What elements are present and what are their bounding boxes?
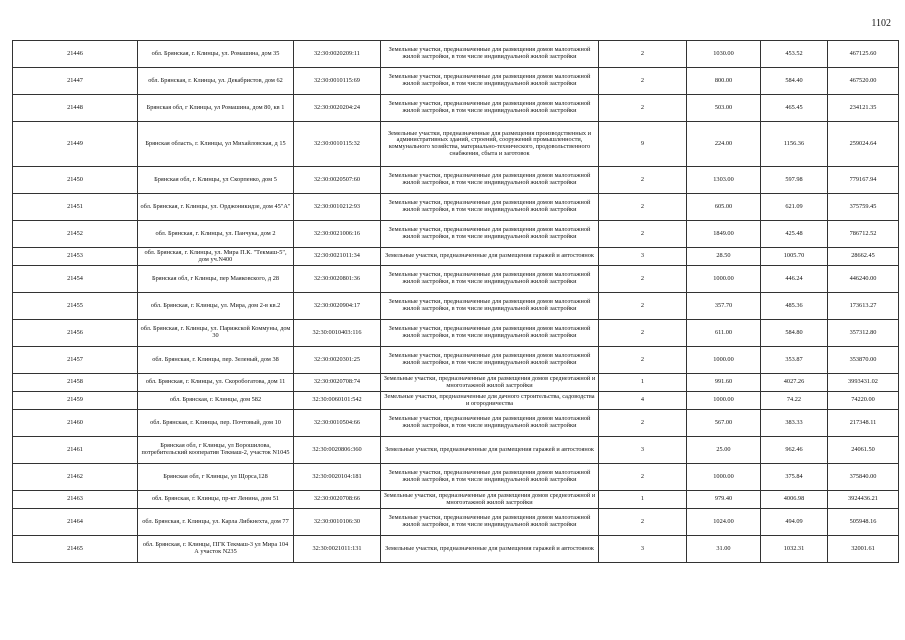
cadastral-number-cell: 32:30:0010115:32 <box>294 122 381 167</box>
land-use-cell: Земельные участки, предназначенные для размещения производственных и административных зданий, строений, сооружений промышленности, коммунального хозяйства, материально-технического, продовольственного снабжения, сбыта и заготовок <box>381 122 599 167</box>
row-number-cell: 21451 <box>13 194 138 221</box>
address-cell: обл. Брянская, г. Клинцы, ул. Декабристов, дом 62 <box>138 68 294 95</box>
cadastral-value-cell: 467125.60 <box>828 41 899 68</box>
land-use-cell: Земельные участки, предназначенные для дачного строительства, садоводства и огородничества <box>381 392 599 410</box>
cadastral-number-cell: 32:30:0010106:30 <box>294 509 381 536</box>
specific-value-cell: 962.46 <box>761 437 828 464</box>
address-cell: обл. Брянская, г. Клинцы, дом 582 <box>138 392 294 410</box>
cadastral-number-cell: 32:30:0020507:60 <box>294 167 381 194</box>
specific-value-cell: 584.80 <box>761 320 828 347</box>
cadastral-number-cell: 32:30:0021011:34 <box>294 248 381 266</box>
specific-value-cell: 74.22 <box>761 392 828 410</box>
cadastral-number-cell: 32:30:0010504:66 <box>294 410 381 437</box>
area-cell: 605.00 <box>687 194 761 221</box>
land-use-cell: Земельные участки, предназначенные для размещения домов среднеэтажной и многоэтажной жилой застройки <box>381 374 599 392</box>
table-row <box>13 392 899 410</box>
cadastral-value-cell: 375759.45 <box>828 194 899 221</box>
row-number-cell: 21464 <box>13 509 138 536</box>
group-code-cell: 2 <box>599 266 687 293</box>
land-use-cell: Земельные участки, предназначенные для размещения домов малоэтажной жилой застройки, в том числе индивидуальной жилой застройки <box>381 167 599 194</box>
cadastral-value-cell: 446240.00 <box>828 266 899 293</box>
area-cell: 1000.00 <box>687 347 761 374</box>
row-number-cell: 21457 <box>13 347 138 374</box>
land-use-cell: Земельные участки, предназначенные для размещения домов среднеэтажной и многоэтажной жилой застройки <box>381 491 599 509</box>
address-cell: Брянская обл, г. Клинцы, ул Скорпенко, дом 5 <box>138 167 294 194</box>
table-body <box>13 41 899 563</box>
row-number-cell: 21450 <box>13 167 138 194</box>
land-use-cell: Земельные участки, предназначенные для размещения домов малоэтажной жилой застройки, в том числе индивидуальной жилой застройки <box>381 41 599 68</box>
cadastral-value-cell: 28662.45 <box>828 248 899 266</box>
land-use-cell: Земельные участки, предназначенные для размещения гаражей и автостоянок <box>381 536 599 563</box>
table-row <box>13 536 899 563</box>
group-code-cell: 2 <box>599 320 687 347</box>
group-code-cell: 2 <box>599 293 687 320</box>
land-use-cell: Земельные участки, предназначенные для размещения домов малоэтажной жилой застройки, в том числе индивидуальной жилой застройки <box>381 410 599 437</box>
group-code-cell: 3 <box>599 437 687 464</box>
table-row <box>13 167 899 194</box>
cadastral-number-cell: 32:30:0010212:93 <box>294 194 381 221</box>
cadastral-value-cell: 779167.94 <box>828 167 899 194</box>
specific-value-cell: 4027.26 <box>761 374 828 392</box>
cadastral-value-cell: 3993431.02 <box>828 374 899 392</box>
specific-value-cell: 383.33 <box>761 410 828 437</box>
group-code-cell: 2 <box>599 41 687 68</box>
specific-value-cell: 1156.36 <box>761 122 828 167</box>
area-cell: 1030.00 <box>687 41 761 68</box>
cadastral-number-cell: 32:30:0020104:181 <box>294 464 381 491</box>
area-cell: 28.50 <box>687 248 761 266</box>
group-code-cell: 2 <box>599 221 687 248</box>
specific-value-cell: 494.09 <box>761 509 828 536</box>
group-code-cell: 9 <box>599 122 687 167</box>
specific-value-cell: 453.52 <box>761 41 828 68</box>
address-cell: обл. Брянская, г. Клинцы, ул. Скоробогатова, дом 11 <box>138 374 294 392</box>
address-cell: Брянская обл, г Клинцы, пер Маяковского, д 28 <box>138 266 294 293</box>
group-code-cell: 3 <box>599 248 687 266</box>
specific-value-cell: 353.87 <box>761 347 828 374</box>
area-cell: 1303.00 <box>687 167 761 194</box>
cadastral-number-cell: 32:30:0020301:25 <box>294 347 381 374</box>
cadastral-value-cell: 24061.50 <box>828 437 899 464</box>
row-number-cell: 21463 <box>13 491 138 509</box>
address-cell: обл. Брянская, г. Клинцы, ул. Мира, дом 2-в кв.2 <box>138 293 294 320</box>
address-cell: обл. Брянская, г. Клинцы, ул. Орджоникидзе, дом 45"А" <box>138 194 294 221</box>
address-cell: Брянская обл, г Клинцы, ул Ромашина, дом 80, кв 1 <box>138 95 294 122</box>
table-row <box>13 122 899 167</box>
cadastral-value-cell: 32001.61 <box>828 536 899 563</box>
address-cell: обл. Брянская, г. Клинцы, пер. Почтовый, дом 10 <box>138 410 294 437</box>
cadastral-number-cell: 32:30:0010115:69 <box>294 68 381 95</box>
cadastral-number-cell: 32:30:0020806:360 <box>294 437 381 464</box>
row-number-cell: 21462 <box>13 464 138 491</box>
group-code-cell: 1 <box>599 491 687 509</box>
address-cell: Брянская область, г. Клинцы, ул Михайловская, д 15 <box>138 122 294 167</box>
cadastral-number-cell: 32:30:0020801:36 <box>294 266 381 293</box>
specific-value-cell: 1032.31 <box>761 536 828 563</box>
table-row <box>13 410 899 437</box>
address-cell: Брянская обл, г Клинцы, ул Щорса,128 <box>138 464 294 491</box>
cadastral-value-cell: 259024.64 <box>828 122 899 167</box>
area-cell: 800.00 <box>687 68 761 95</box>
address-cell: обл. Брянская, г. Клинцы, ул. Панчука, дом 2 <box>138 221 294 248</box>
row-number-cell: 21455 <box>13 293 138 320</box>
row-number-cell: 21454 <box>13 266 138 293</box>
land-use-cell: Земельные участки, предназначенные для размещения домов малоэтажной жилой застройки, в том числе индивидуальной жилой застройки <box>381 68 599 95</box>
cadastral-value-cell: 505948.16 <box>828 509 899 536</box>
table-row <box>13 347 899 374</box>
group-code-cell: 1 <box>599 374 687 392</box>
cadastral-number-cell: 32:30:0020708:74 <box>294 374 381 392</box>
row-number-cell: 21465 <box>13 536 138 563</box>
area-cell: 991.60 <box>687 374 761 392</box>
table-row <box>13 248 899 266</box>
cadastral-value-cell: 234121.35 <box>828 95 899 122</box>
group-code-cell: 2 <box>599 68 687 95</box>
cadastral-value-cell: 786712.52 <box>828 221 899 248</box>
cadastral-value-cell: 173613.27 <box>828 293 899 320</box>
land-use-cell: Земельные участки, предназначенные для размещения домов малоэтажной жилой застройки, в том числе индивидуальной жилой застройки <box>381 194 599 221</box>
row-number-cell: 21461 <box>13 437 138 464</box>
cadastral-value-cell: 375840.00 <box>828 464 899 491</box>
page-number: 1102 <box>871 18 891 29</box>
row-number-cell: 21453 <box>13 248 138 266</box>
row-number-cell: 21458 <box>13 374 138 392</box>
row-number-cell: 21447 <box>13 68 138 95</box>
land-use-cell: Земельные участки, предназначенные для размещения домов малоэтажной жилой застройки, в том числе индивидуальной жилой застройки <box>381 293 599 320</box>
table-row <box>13 95 899 122</box>
table-row <box>13 464 899 491</box>
cadastral-value-table <box>12 40 899 563</box>
cadastral-value-cell: 3924436.21 <box>828 491 899 509</box>
cadastral-number-cell: 32:30:0020204:24 <box>294 95 381 122</box>
address-cell: обл. Брянская, г. Клинцы, пер. Зеленый, дом 38 <box>138 347 294 374</box>
area-cell: 979.40 <box>687 491 761 509</box>
group-code-cell: 2 <box>599 464 687 491</box>
cadastral-number-cell: 32:30:0020209:11 <box>294 41 381 68</box>
area-cell: 224.00 <box>687 122 761 167</box>
table-row <box>13 374 899 392</box>
row-number-cell: 21460 <box>13 410 138 437</box>
row-number-cell: 21459 <box>13 392 138 410</box>
cadastral-value-cell: 357312.80 <box>828 320 899 347</box>
table-row <box>13 437 899 464</box>
table-row <box>13 320 899 347</box>
cadastral-value-cell: 217348.11 <box>828 410 899 437</box>
table-row <box>13 221 899 248</box>
land-use-cell: Земельные участки, предназначенные для размещения домов малоэтажной жилой застройки, в том числе индивидуальной жилой застройки <box>381 464 599 491</box>
cadastral-number-cell: 32:30:0020904:17 <box>294 293 381 320</box>
address-cell: обл. Брянская, г. Клинцы, ул. Карла Либкнехта, дом 77 <box>138 509 294 536</box>
cadastral-number-cell: 32:30:0020708:66 <box>294 491 381 509</box>
group-code-cell: 3 <box>599 536 687 563</box>
area-cell: 1000.00 <box>687 464 761 491</box>
address-cell: обл. Брянская, г. Клинцы, ул. Мира П.К. "Текмаш-5", дом уч.N400 <box>138 248 294 266</box>
specific-value-cell: 584.40 <box>761 68 828 95</box>
land-use-cell: Земельные участки, предназначенные для размещения домов малоэтажной жилой застройки, в том числе индивидуальной жилой застройки <box>381 95 599 122</box>
area-cell: 357.70 <box>687 293 761 320</box>
land-use-cell: Земельные участки, предназначенные для размещения домов малоэтажной жилой застройки, в том числе индивидуальной жилой застройки <box>381 266 599 293</box>
specific-value-cell: 425.48 <box>761 221 828 248</box>
area-cell: 25.00 <box>687 437 761 464</box>
specific-value-cell: 485.36 <box>761 293 828 320</box>
group-code-cell: 2 <box>599 347 687 374</box>
specific-value-cell: 446.24 <box>761 266 828 293</box>
cadastral-number-cell: 32:30:0021011:131 <box>294 536 381 563</box>
row-number-cell: 21449 <box>13 122 138 167</box>
specific-value-cell: 1005.70 <box>761 248 828 266</box>
area-cell: 1849.00 <box>687 221 761 248</box>
cadastral-value-cell: 74220.00 <box>828 392 899 410</box>
land-use-cell: Земельные участки, предназначенные для размещения домов малоэтажной жилой застройки, в том числе индивидуальной жилой застройки <box>381 347 599 374</box>
row-number-cell: 21456 <box>13 320 138 347</box>
row-number-cell: 21446 <box>13 41 138 68</box>
cadastral-value-cell: 353870.00 <box>828 347 899 374</box>
table-row <box>13 194 899 221</box>
land-use-cell: Земельные участки, предназначенные для размещения домов малоэтажной жилой застройки, в том числе индивидуальной жилой застройки <box>381 509 599 536</box>
area-cell: 1000.00 <box>687 392 761 410</box>
group-code-cell: 4 <box>599 392 687 410</box>
table-row <box>13 293 899 320</box>
group-code-cell: 2 <box>599 95 687 122</box>
address-cell: Брянская обл, г Клинцы, ул Ворошилова, потребительский кооператив Текмаш-2, участок N1045 <box>138 437 294 464</box>
table-row <box>13 491 899 509</box>
specific-value-cell: 465.45 <box>761 95 828 122</box>
row-number-cell: 21448 <box>13 95 138 122</box>
cadastral-number-cell: 32:30:0010403:116 <box>294 320 381 347</box>
area-cell: 1024.00 <box>687 509 761 536</box>
row-number-cell: 21452 <box>13 221 138 248</box>
table-row <box>13 509 899 536</box>
land-use-cell: Земельные участки, предназначенные для размещения домов малоэтажной жилой застройки, в том числе индивидуальной жилой застройки <box>381 320 599 347</box>
cadastral-number-cell: 32:30:0060101:542 <box>294 392 381 410</box>
address-cell: обл. Брянская, г. Клинцы, пр-кт Ленина, дом 51 <box>138 491 294 509</box>
area-cell: 611.00 <box>687 320 761 347</box>
group-code-cell: 2 <box>599 167 687 194</box>
group-code-cell: 2 <box>599 194 687 221</box>
group-code-cell: 2 <box>599 410 687 437</box>
area-cell: 567.00 <box>687 410 761 437</box>
land-use-cell: Земельные участки, предназначенные для размещения домов малоэтажной жилой застройки, в том числе индивидуальной жилой застройки <box>381 221 599 248</box>
specific-value-cell: 597.98 <box>761 167 828 194</box>
specific-value-cell: 375.84 <box>761 464 828 491</box>
area-cell: 31.00 <box>687 536 761 563</box>
area-cell: 1000.00 <box>687 266 761 293</box>
group-code-cell: 2 <box>599 509 687 536</box>
specific-value-cell: 4006.98 <box>761 491 828 509</box>
specific-value-cell: 621.09 <box>761 194 828 221</box>
cadastral-number-cell: 32:30:0021006:16 <box>294 221 381 248</box>
table-row <box>13 266 899 293</box>
table-row <box>13 68 899 95</box>
address-cell: обл. Брянская, г. Клинцы, ПГК Текмаш-3 ул Мира 104 А участок N235 <box>138 536 294 563</box>
address-cell: обл. Брянская, г. Клинцы, ул. Парижской Коммуны, дом 30 <box>138 320 294 347</box>
land-use-cell: Земельные участки, предназначенные для размещения гаражей и автостоянок <box>381 248 599 266</box>
cadastral-value-cell: 467520.00 <box>828 68 899 95</box>
land-use-cell: Земельные участки, предназначенные для размещения гаражей и автостоянок <box>381 437 599 464</box>
address-cell: обл. Брянская, г. Клинцы, ул. Ромашина, дом 35 <box>138 41 294 68</box>
area-cell: 503.00 <box>687 95 761 122</box>
table-row <box>13 41 899 68</box>
